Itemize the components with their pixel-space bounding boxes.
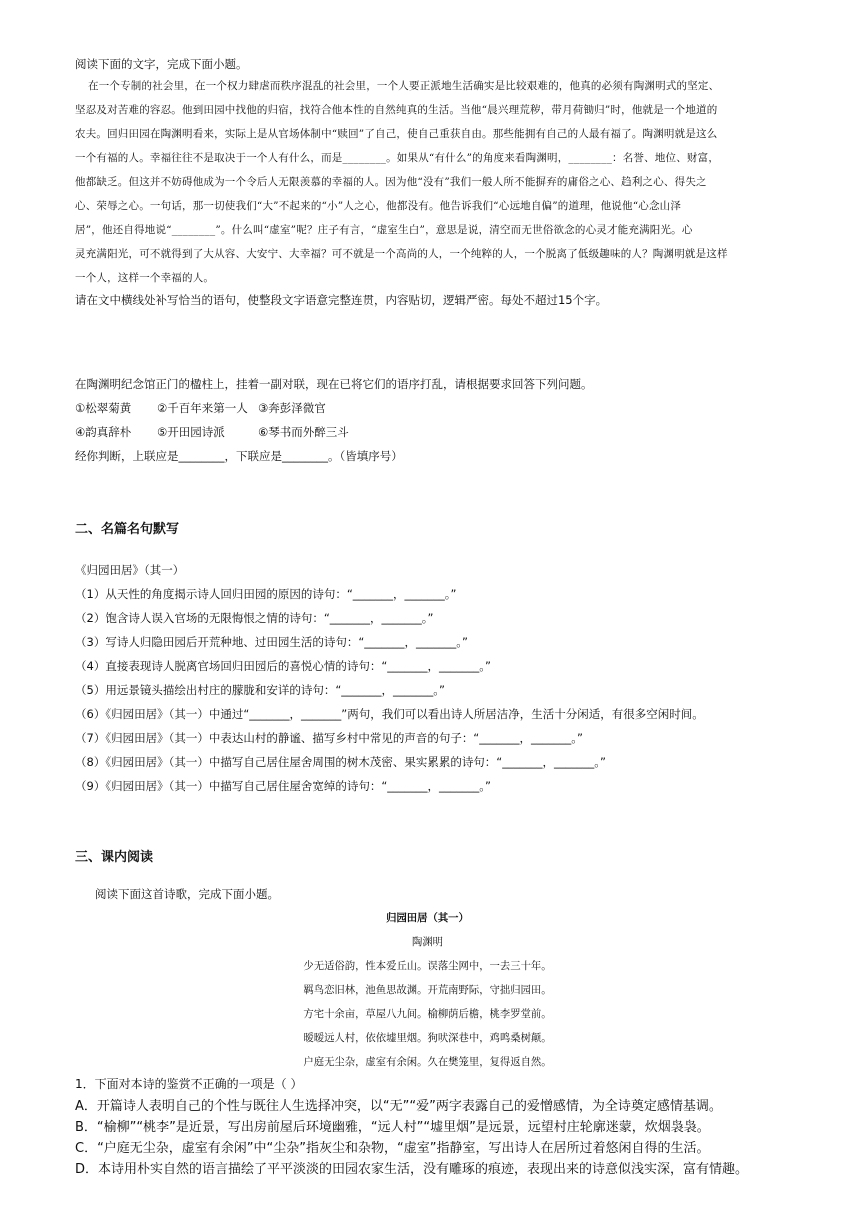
section-heading: 三、课内阅读 <box>75 850 154 865</box>
poem-line: 少无适俗韵，性本爱丘山。误落尘网中，一去三十年。 <box>303 960 552 972</box>
poem-author: 陶渊明 <box>411 936 444 948</box>
couplet-option: ⑤开田园诗派 <box>157 425 225 439</box>
recitation-item: （6）《归园田居》（其一）中通过“_______，_______”两句，我们可以看出诗人所居洁净，生活十分闲适，有很多空闲时间。 <box>75 707 704 721</box>
couplet-option: ③奔彭泽微官 <box>258 401 326 415</box>
mc-question: 1．下面对本诗的鉴赏不正确的一项是（ ） <box>75 1077 303 1091</box>
passage-line: 在一个专制的社会里，在一个权力肆虐而秩序混乱的社会里，一个人要正派地生活确实是比较艰难的，他真的必须有陶渊明式的坚定、 <box>88 80 720 92</box>
recitation-item: （5）用远景镜头描绘出村庄的朦胧和安详的诗句：“_______，_______。” <box>75 683 445 697</box>
poem-title: 归园田居（其一） <box>386 912 469 924</box>
couplet-intro: 在陶渊明纪念馆正门的楹柱上，挂着一副对联，现在已将它们的语序打乱，请根据要求回答下列问题。 <box>75 377 593 391</box>
recitation-item: （1）从天性的角度揭示诗人回归田园的原因的诗句：“_______，_______。” <box>75 587 457 601</box>
reading-instruction: 阅读下面的文字，完成下面小题。 <box>75 57 248 71</box>
recitation-item: （7）《归园田居》（其一）中表达山村的静谧、描写乡村中常见的声音的句子：“_______，_______。” <box>75 731 583 745</box>
couplet-question: 经你判断，上联应是________，下联应是________。（皆填序号） <box>75 449 403 463</box>
passage-line: 一个有福的人。幸福往往不是取决于一个人有什么，而是________。如果从“有什么”的角度来看陶渊明，________：名誉、地位、财富， <box>75 152 720 164</box>
passage-line: 心、荣辱之心。一句话，那一切使我们“大”不起来的“小”人之心，他都没有。他告诉我们“心远地自偏”的道理，他说他“心念山泽 <box>75 200 682 212</box>
mc-option-c: C．“户庭无尘杂，虚室有余闲”中“尘杂”指灰尘和杂物，“虚室”指静室，写出诗人在居所过着悠闲自得的生活。 <box>75 1141 710 1156</box>
passage-line: 坚忍及对苦难的容忍。他到田园中找他的归宿，找符合他本性的自然纯真的生活。当他“晨兴理荒秽，带月荷锄归”时，他就是一个地道的 <box>75 104 718 116</box>
recitation-item: （2）饱含诗人误入官场的无限悔恨之情的诗句：“_______，_______。” <box>75 611 434 625</box>
reading-question: 请在文中横线处补写恰当的语句，使整段文字语意完整连贯，内容贴切，逻辑严密。每处不超过15个字。 <box>75 293 608 307</box>
passage-line: 他都缺乏。但这并不妨碍他成为一个令后人无限羡慕的幸福的人。因为他“没有”我们一般人所不能摒弃的庸俗之心、趋利之心、得失之 <box>75 176 707 188</box>
poem-line: 方宅十余亩，草屋八九间。榆柳荫后檐，桃李罗堂前。 <box>303 1008 552 1020</box>
couplet-option: ④韵真辞朴 <box>75 425 132 439</box>
section-heading: 二、名篇名句默写 <box>75 522 180 537</box>
poem-line: 羁鸟恋旧林，池鱼思故渊。开荒南野际，守拙归园田。 <box>303 984 552 996</box>
couplet-option: ②千百年来第一人 <box>157 401 248 415</box>
poem-line: 户庭无尘杂，虚室有余闲。久在樊笼里，复得返自然。 <box>303 1056 552 1068</box>
recitation-item: （9）《归园田居》（其一）中描写自己居住屋舍宽绰的诗句：“_______，_______。” <box>75 779 491 793</box>
passage-line: 一个人，这样一个幸福的人。 <box>75 272 215 284</box>
mc-option-d: D．本诗用朴实自然的语言描绘了平平淡淡的田园农家生活，没有雕琢的痕迹，表现出来的诗意似浅实深，富有情趣。 <box>75 1162 749 1177</box>
passage-line: 居”，他还自得地说“________”。什么叫“虚室”呢？庄子有言，“虚室生白”，意思是说，清空而无世俗欲念的心灵才能充满阳光。心 <box>75 224 693 236</box>
couplet-option: ①松翠菊黄 <box>75 401 132 415</box>
poem-source: 《归园田居》（其一） <box>75 563 185 577</box>
mc-option-b: B．“榆柳”“桃李”是近景，写出房前屋后环境幽雅，“远人村”“墟里烟”是远景，远望村庄轮廓迷蒙，炊烟袅袅。 <box>75 1120 710 1135</box>
passage-line: 农夫。回归田园在陶渊明看来，实际上是从官场体制中“赎回”了自己，使自己重获自由。那些能拥有自己的人最有福了。陶渊明就是这么 <box>75 128 718 140</box>
poem-line: 暧暧远人村，依依墟里烟。狗吠深巷中，鸡鸣桑树颠。 <box>303 1032 552 1044</box>
recitation-item: （3）写诗人归隐田园后开荒种地、过田园生活的诗句：“_______，_______。” <box>75 635 468 649</box>
couplet-option: ⑥琴书而外醉三斗 <box>258 425 349 439</box>
mc-option-a: A．开篇诗人表明自己的个性与既往人生选择冲突，以“无”“爱”两字表露自己的爱憎感情，为全诗奠定感情基调。 <box>75 1099 722 1114</box>
passage-line: 灵充满阳光，可不就得到了大从容、大安宁、大幸福？可不就是一个高尚的人，一个纯粹的人，一个脱离了低级趣味的人？陶渊明就是这样 <box>75 248 728 260</box>
recitation-item: （8）《归园田居》（其一）中描写自己居住屋舍周围的树木茂密、果实累累的诗句：“_______，_______。” <box>75 755 606 769</box>
recitation-item: （4）直接表现诗人脱离官场回归田园后的喜悦心情的诗句：“_______，_______。” <box>75 659 491 673</box>
reading-instruction: 阅读下面这首诗歌，完成下面小题。 <box>95 887 279 901</box>
